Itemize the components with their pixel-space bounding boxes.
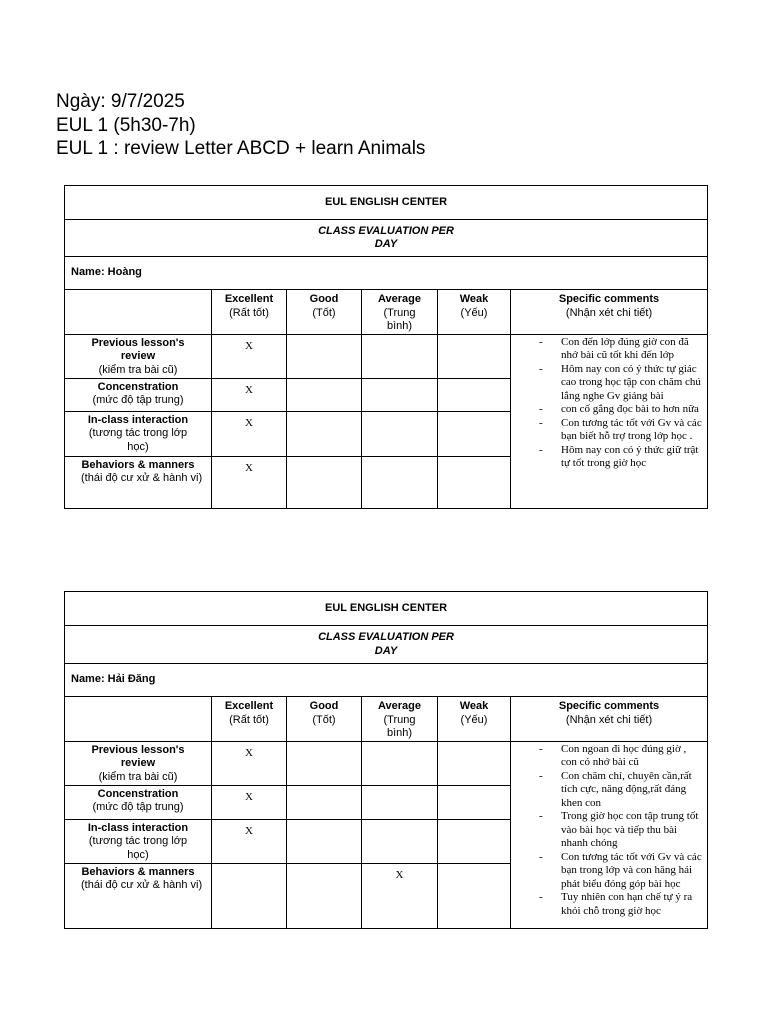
criterion-concentration: [65, 378, 212, 411]
col-comments-vi: (Nhận xét chi tiết): [565, 713, 653, 726]
col-comments: [511, 290, 708, 335]
criterion-behavior: [65, 863, 212, 928]
mark-cell: [287, 863, 362, 928]
criterion-label-vi: (kiểm tra bài cũ): [98, 770, 178, 783]
mark-cell: [362, 741, 438, 785]
col-good: [287, 697, 362, 742]
criterion-interaction: [65, 411, 212, 456]
col-good-vi: (Tốt): [312, 306, 336, 319]
col-good: [287, 290, 362, 335]
col-good-label: Good: [309, 700, 339, 712]
student-name: Name: Hoàng: [65, 257, 708, 290]
mark-cell: [362, 411, 438, 456]
form-subtitle: [65, 626, 708, 664]
criterion-label-vi: (tương tác trong lớp học): [88, 835, 188, 861]
criterion-label: Previous lesson's review: [91, 743, 185, 769]
mark-cell: [287, 819, 362, 863]
mark-cell: X: [212, 411, 287, 456]
criterion-label-vi: (kiểm tra bài cũ): [98, 363, 178, 376]
center-name: EUL ENGLISH CENTER: [65, 592, 708, 626]
mark-cell: [287, 411, 362, 456]
mark-cell: [438, 863, 511, 928]
col-good-label: Good: [309, 293, 339, 305]
col-weak-vi: (Yếu): [460, 713, 488, 726]
comment-item: - Con chăm chỉ, chuyên cần,rất tích cực, năng động,rất đáng khen con: [511, 770, 703, 811]
mark-cell: X: [212, 741, 287, 785]
mark-cell: [438, 456, 511, 508]
form-subtitle: [65, 220, 708, 257]
mark-cell: [438, 819, 511, 863]
mark-cell: [287, 785, 362, 819]
comment-item: - Trong giờ học con tập trung tốt vào bài học và tiếp thu bài nhanh chóng: [511, 810, 703, 851]
mark-cell: [438, 334, 511, 378]
mark-cell: [362, 819, 438, 863]
criteria-header: [65, 697, 212, 742]
col-average: [362, 697, 438, 742]
mark-cell: [287, 334, 362, 378]
evaluation-form: [64, 185, 708, 509]
col-excellent-vi: (Rất tốt): [229, 306, 269, 319]
mark-cell: X: [362, 863, 438, 928]
mark-cell: X: [212, 378, 287, 411]
student-name: Name: Hải Đăng: [65, 664, 708, 697]
criteria-header: [65, 290, 212, 335]
criterion-review: [65, 334, 212, 378]
col-good-vi: (Tốt): [312, 713, 336, 726]
mark-cell: [212, 863, 287, 928]
criterion-review: [65, 741, 212, 785]
criterion-label: Previous lesson's review: [91, 336, 185, 362]
document-header: [56, 90, 425, 161]
date-line: Ngày: 9/7/2025: [56, 91, 185, 112]
mark-cell: [438, 741, 511, 785]
criterion-label: In-class interaction: [87, 413, 189, 426]
mark-cell: [287, 456, 362, 508]
mark-cell: X: [212, 819, 287, 863]
comment-item: - Con tương tác tốt với Gv và các bạn trong lớp và con hăng hái phát biểu đóng góp bài học: [511, 851, 703, 892]
criterion-label-vi: (mức độ tập trung): [92, 394, 184, 406]
comment-item: - Con ngoan đi học đúng giờ , con có nhớ bài cũ: [511, 743, 703, 770]
col-excellent: [212, 697, 287, 742]
comment-item: - Hôm nay con có ý thức tự giác cao trong học tập con chăm chú lắng nghe Gv giảng bài: [511, 363, 703, 404]
col-comments-label: Specific comments: [558, 700, 660, 712]
class-time-line: EUL 1 (5h30-7h): [56, 114, 196, 136]
col-weak-label: Weak: [459, 293, 489, 305]
col-excellent-vi: (Rất tốt): [229, 713, 269, 726]
criterion-label-vi: (thái độ cư xử & hành vi): [81, 879, 203, 891]
mark-cell: [287, 378, 362, 411]
col-average-vi: (Trung bình): [383, 306, 416, 332]
col-excellent-label: Excellent: [224, 293, 274, 305]
col-comments-label: Specific comments: [558, 293, 660, 305]
criterion-label-vi: (thái độ cư xử & hành vi): [81, 472, 203, 484]
col-weak-vi: (Yếu): [460, 306, 488, 319]
mark-cell: [287, 741, 362, 785]
comment-item: - Hôm nay con có ý thức giữ trật tự tốt trong giờ học: [511, 444, 703, 471]
col-excellent-label: Excellent: [224, 700, 274, 712]
center-name: EUL ENGLISH CENTER: [65, 186, 708, 220]
criterion-label: Concenstration: [97, 380, 179, 393]
criterion-label-vi: (tương tác trong lớp học): [88, 427, 188, 453]
comment-item: - Con đến lớp đúng giờ con đã nhớ bài cũ tốt khi đến lớp: [511, 336, 703, 363]
mark-cell: [362, 334, 438, 378]
criterion-label: Concenstration: [97, 787, 179, 800]
col-weak-label: Weak: [459, 700, 489, 712]
comment-item: - Tuy nhiên con hạn chế tự ý ra khỏi chỗ trong giờ học: [511, 891, 703, 918]
mark-cell: [438, 378, 511, 411]
mark-cell: [362, 785, 438, 819]
comment-item: - con cố gắng đọc bài to hơn nữa: [511, 403, 703, 417]
criterion-label: Behaviors & manners: [81, 865, 195, 878]
mark-cell: X: [212, 785, 287, 819]
mark-cell: [438, 785, 511, 819]
col-comments: [511, 697, 708, 742]
criterion-interaction: [65, 819, 212, 863]
col-average-vi: (Trung bình): [383, 713, 416, 739]
criterion-behavior: [65, 456, 212, 508]
col-average-label: Average: [377, 293, 421, 305]
mark-cell: [438, 411, 511, 456]
mark-cell: [362, 456, 438, 508]
evaluation-form: [64, 591, 708, 929]
criterion-label: In-class interaction: [87, 821, 189, 834]
criterion-label-vi: (mức độ tập trung): [92, 801, 184, 813]
comments-cell: [511, 741, 708, 928]
comments-cell: [511, 334, 708, 508]
mark-cell: [362, 378, 438, 411]
col-weak: [438, 697, 511, 742]
col-excellent: [212, 290, 287, 335]
lesson-line: EUL 1 : review Letter ABCD + learn Animals: [56, 138, 426, 159]
col-average-label: Average: [377, 700, 421, 712]
criterion-label: Behaviors & manners: [81, 458, 195, 471]
col-weak: [438, 290, 511, 335]
form-subtitle-text: CLASS EVALUATION PER DAY: [318, 224, 454, 250]
col-comments-vi: (Nhận xét chi tiết): [565, 306, 653, 319]
col-average: [362, 290, 438, 335]
criterion-concentration: [65, 785, 212, 819]
comment-item: - Con tương tác tốt với Gv và các bạn biết hỗ trợ trong lớp học .: [511, 417, 703, 444]
mark-cell: X: [212, 456, 287, 508]
mark-cell: X: [212, 334, 287, 378]
form-subtitle-text: CLASS EVALUATION PER DAY: [318, 631, 454, 657]
